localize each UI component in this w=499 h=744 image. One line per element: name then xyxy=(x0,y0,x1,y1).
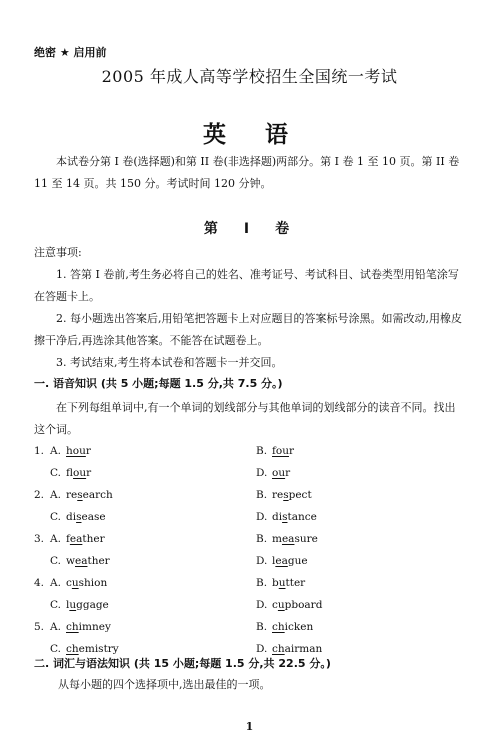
option-c xyxy=(34,594,109,616)
question-row xyxy=(34,572,463,594)
underlined-part: u xyxy=(278,577,286,589)
option-word: disease xyxy=(66,511,106,523)
section-heading: 二. 词汇与语法知识 (共 15 小题;每题 1.5 分,共 22.5 分。) xyxy=(34,657,331,670)
option-word: measure xyxy=(272,533,318,545)
option-label: C. xyxy=(50,599,61,611)
underlined-part: u xyxy=(71,577,79,589)
option-word: chemistry xyxy=(66,643,119,655)
option-word: chicken xyxy=(272,621,314,633)
question-number: 3. xyxy=(34,533,45,545)
option-a xyxy=(34,528,105,550)
option-word: four xyxy=(272,445,295,457)
question-row xyxy=(34,440,463,462)
page-number: 1 xyxy=(245,720,254,733)
option-word: league xyxy=(272,555,308,567)
underlined-part: ou xyxy=(272,467,286,479)
option-label: D. xyxy=(256,599,268,611)
option-label: A. xyxy=(50,533,61,545)
underlined-part: ch xyxy=(272,643,285,655)
option-word: respect xyxy=(272,489,312,501)
section-instruction: 在下列每组单词中,有一个单词的划线部分与其他单词的划线部分的读音不同。找出这个词。 xyxy=(34,401,456,436)
underlined-part: ea xyxy=(275,555,288,567)
option-word: weather xyxy=(66,555,110,567)
option-a xyxy=(34,616,111,638)
confidential-label: 绝密 ★ 启用前 xyxy=(34,46,107,59)
option-word: luggage xyxy=(66,599,109,611)
option-label: C. xyxy=(50,467,61,479)
notice-item: 3. 考试结束,考生将本试卷和答题卡一并交回。 xyxy=(56,356,283,369)
option-label: D. xyxy=(256,467,268,479)
option-d xyxy=(256,550,308,572)
option-word: feather xyxy=(66,533,105,545)
option-word: chimney xyxy=(66,621,111,633)
section-instruction: 从每小题的四个选择项中,选出最佳的一项。 xyxy=(58,678,271,691)
option-label: D. xyxy=(256,643,268,655)
underlined-part: s xyxy=(283,489,289,501)
question-row xyxy=(34,506,463,528)
underlined-part: s xyxy=(76,511,82,523)
option-word: cupboard xyxy=(272,599,323,611)
underlined-part: hou xyxy=(66,445,86,457)
option-label: B. xyxy=(256,445,268,457)
option-word: chairman xyxy=(272,643,323,655)
option-label: C. xyxy=(50,555,61,567)
option-word: flour xyxy=(66,467,92,479)
option-d xyxy=(256,594,322,616)
option-d xyxy=(256,506,317,528)
question-row xyxy=(34,594,463,616)
section-heading: 一. 语音知识 (共 5 小题;每题 1.5 分,共 7.5 分。) xyxy=(34,377,283,390)
underlined-part: ch xyxy=(272,621,285,633)
underlined-part: u xyxy=(277,599,285,611)
question-row xyxy=(34,528,463,550)
option-label: A. xyxy=(50,621,61,633)
option-word: distance xyxy=(272,511,317,523)
subject-title: 英 语 xyxy=(203,122,296,148)
option-word: our xyxy=(272,467,291,479)
option-word: butter xyxy=(272,577,306,589)
underlined-part: ou xyxy=(73,467,87,479)
option-label: A. xyxy=(50,489,61,501)
notice-heading: 注意事项: xyxy=(34,246,82,259)
part-title: 第 I 卷 xyxy=(203,221,296,237)
option-d xyxy=(256,462,290,484)
option-word: research xyxy=(66,489,113,501)
option-word: hour xyxy=(66,445,91,457)
notice-item: 2. 每小题选出答案后,用铅笔把答题卡上对应题目的答案标号涂黑。如需改动,用橡皮擦干净后,再选涂其他答案。不能答在试题卷上。 xyxy=(34,312,462,347)
option-label: D. xyxy=(256,555,268,567)
underlined-part: fou xyxy=(272,445,289,457)
option-label: B. xyxy=(256,577,268,589)
option-a xyxy=(34,484,113,506)
option-a xyxy=(34,440,91,462)
question-row xyxy=(34,462,463,484)
option-label: C. xyxy=(50,643,61,655)
question-number: 2. xyxy=(34,489,45,501)
option-b xyxy=(256,484,312,506)
question-list xyxy=(34,440,463,660)
underlined-part: ch xyxy=(66,621,79,633)
notice-item: 1. 答第 I 卷前,考生务必将自己的姓名、准考证号、考试科目、试卷类型用铅笔涂写在答题卡上。 xyxy=(34,268,459,303)
question-row xyxy=(34,550,463,572)
option-label: B. xyxy=(256,533,268,545)
option-label: A. xyxy=(50,445,61,457)
underlined-part: s xyxy=(282,511,288,523)
option-label: B. xyxy=(256,489,268,501)
question-number: 5. xyxy=(34,621,45,633)
option-b xyxy=(256,528,318,550)
underlined-part: ea xyxy=(75,555,88,567)
option-c xyxy=(34,506,106,528)
option-label: B. xyxy=(256,621,268,633)
option-label: C. xyxy=(50,511,61,523)
underlined-part: ea xyxy=(69,533,83,545)
underlined-part: ea xyxy=(281,533,295,545)
question-number: 4. xyxy=(34,577,45,589)
option-b xyxy=(256,440,294,462)
exam-title: 2005 年成人高等学校招生全国统一考试 xyxy=(101,67,398,86)
underlined-part: ch xyxy=(66,643,79,655)
option-word: cushion xyxy=(66,577,108,589)
intro-paragraph: 本试卷分第 I 卷(选择题)和第 II 卷(非选择题)两部分。第 I 卷 1 至 10 页。第 II 卷 11 至 14 页。共 150 分。考试时间 120 分钟。 xyxy=(34,155,460,190)
underlined-part: u xyxy=(69,599,77,611)
underlined-part: s xyxy=(77,489,83,501)
option-a xyxy=(34,572,107,594)
option-c xyxy=(34,462,91,484)
option-b xyxy=(256,616,313,638)
option-label: D. xyxy=(256,511,268,523)
option-b xyxy=(256,572,305,594)
question-row xyxy=(34,616,463,638)
option-label: A. xyxy=(50,577,61,589)
question-number: 1. xyxy=(34,445,45,457)
question-row xyxy=(34,484,463,506)
option-c xyxy=(34,550,110,572)
